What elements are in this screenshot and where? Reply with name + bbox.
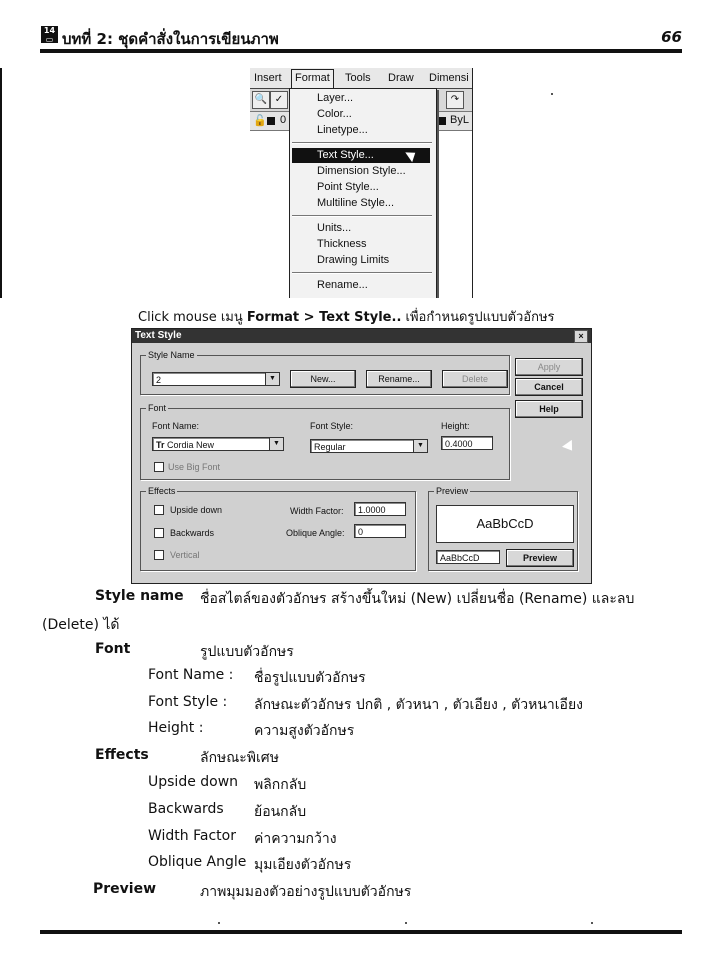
scan-speck: [218, 922, 220, 924]
menu-item-layer[interactable]: Layer...: [317, 92, 354, 104]
term-effects: Effects: [95, 747, 149, 763]
truetype-icon: Tr: [156, 440, 165, 450]
font-name-value: Cordia New: [167, 440, 215, 450]
menu-insert[interactable]: Insert: [254, 72, 282, 84]
font-style-combo[interactable]: [310, 439, 428, 453]
figure-caption: [138, 306, 555, 327]
menu-item-units[interactable]: Units...: [317, 222, 352, 234]
scan-speck: [405, 922, 407, 924]
format-menu-screenshot: [250, 68, 473, 298]
use-big-font-label: Use Big Font: [168, 462, 221, 472]
term-style-name: Style name: [95, 588, 184, 604]
dialog-titlebar: [132, 329, 591, 343]
menubar: [250, 68, 472, 89]
menu-item-linetype[interactable]: Linetype...: [317, 124, 368, 136]
desc-style-name: ชื่อสไตล์ของตัวอักษร สร้างขึ้นใหม่ (New) เปลี่ยนชื่อ (Rename) และลบ: [200, 591, 635, 607]
desc-font: รูปแบบตัวอักษร: [200, 644, 294, 660]
width-factor-label: Width Factor:: [290, 506, 344, 516]
chevron-down-icon[interactable]: ▼: [269, 438, 283, 450]
footer-rule: [40, 930, 682, 934]
new-button[interactable]: New...: [290, 370, 356, 388]
close-icon[interactable]: ×: [574, 330, 588, 343]
term-upside-down: Upside down: [148, 774, 239, 790]
vertical-label: Vertical: [170, 550, 200, 560]
menu-item-rename[interactable]: Rename...: [317, 279, 368, 291]
mouse-cursor-icon: [562, 440, 577, 454]
menu-item-multiline-style[interactable]: Multiline Style...: [317, 197, 395, 209]
menu-item-thickness[interactable]: Thickness: [317, 238, 367, 250]
style-name-value: 2: [156, 375, 162, 385]
preview-sample: AaBbCcD: [436, 505, 574, 543]
scan-speck: [591, 922, 593, 924]
layer-color-swatch: [267, 117, 275, 125]
menu-item-point-style[interactable]: Point Style...: [317, 181, 379, 193]
term-width-factor: Width Factor: [148, 828, 236, 844]
menu-tools[interactable]: Tools: [345, 72, 371, 84]
font-name-combo[interactable]: [152, 437, 284, 451]
desc-oblique-angle: มุมเอียงตัวอักษร: [254, 857, 352, 873]
font-group-label: Font: [148, 403, 167, 413]
header-rule: [40, 49, 682, 53]
menu-draw[interactable]: Draw: [388, 72, 414, 84]
menu-format[interactable]: Format: [291, 69, 334, 88]
use-big-font-checkbox[interactable]: [154, 462, 164, 472]
term-backwards: Backwards: [148, 801, 224, 817]
preview-group-label: Preview: [436, 486, 469, 496]
desc-upside-down: พลิกกลับ: [254, 777, 307, 793]
desc-height: ความสูงตัวอักษร: [254, 723, 355, 739]
desc-effects: ลักษณะพิเศษ: [200, 750, 279, 766]
scan-speck: [551, 93, 553, 95]
caption-suffix: เพื่อกำหนดรูปแบบตัวอักษร: [405, 310, 555, 325]
term-font-name: Font Name :: [148, 667, 234, 683]
term-height: Height :: [148, 720, 204, 736]
menu-item-text-style[interactable]: Text Style...: [292, 148, 430, 163]
menu-separator: [292, 142, 432, 144]
cancel-button[interactable]: Cancel: [515, 378, 583, 396]
upside-down-checkbox[interactable]: [154, 505, 164, 515]
bylayer-value[interactable]: ByL: [450, 114, 469, 126]
preview-button[interactable]: Preview: [506, 549, 574, 567]
menu-item-drawing-limits[interactable]: Drawing Limits: [317, 254, 390, 266]
width-factor-input[interactable]: 1.0000: [354, 502, 406, 516]
chapter-icon: 14 ▭: [41, 26, 58, 43]
preview-text-input[interactable]: AaBbCcD: [436, 550, 500, 564]
term-font-style: Font Style :: [148, 694, 228, 710]
lock-icon: 🔓: [253, 115, 267, 127]
desc-style-name-cont: (Delete) ได้: [42, 617, 120, 633]
term-font: Font: [95, 641, 131, 657]
chevron-down-icon[interactable]: ▼: [265, 373, 279, 385]
desc-width-factor: ค่าความกว้าง: [254, 831, 337, 847]
chevron-down-icon[interactable]: ▼: [413, 440, 427, 452]
oblique-angle-input[interactable]: 0: [354, 524, 406, 538]
redo-icon[interactable]: ↷: [446, 91, 464, 109]
menu-separator: [292, 215, 432, 217]
dialog-title: Text Style: [135, 330, 182, 341]
page-number: 66: [661, 28, 682, 46]
zoom-icon[interactable]: 🔍: [252, 91, 270, 109]
term-preview: Preview: [93, 881, 157, 897]
help-button[interactable]: Help: [515, 400, 583, 418]
format-dropdown-menu: [289, 88, 437, 298]
backwards-label: Backwards: [170, 528, 215, 538]
text-style-dialog: [131, 328, 592, 584]
delete-button[interactable]: Delete: [442, 370, 508, 388]
desc-font-style: ลักษณะตัวอักษร ปกติ , ตัวหนา , ตัวเอียง , ตัวหนาเอียง: [254, 697, 583, 713]
backwards-checkbox[interactable]: [154, 528, 164, 538]
desc-preview: ภาพมุมมองตัวอย่างรูปแบบตัวอักษร: [200, 884, 412, 900]
menu-dimension[interactable]: Dimensi: [429, 72, 469, 84]
style-name-combo[interactable]: [152, 372, 280, 386]
menu-item-color[interactable]: Color...: [317, 108, 352, 120]
caption-menu-path: Format > Text Style..: [246, 310, 402, 325]
font-name-label: Font Name:: [152, 421, 200, 431]
upside-down-label: Upside down: [170, 505, 223, 515]
font-style-label: Font Style:: [310, 421, 354, 431]
desc-backwards: ย้อนกลับ: [254, 804, 307, 820]
rename-button[interactable]: Rename...: [366, 370, 432, 388]
height-label: Height:: [441, 421, 470, 431]
color-swatch: [438, 117, 446, 125]
style-name-group-label: Style Name: [148, 350, 195, 360]
chapter-title: บทที่ 2: ชุดคำสั่งในการเขียนภาพ: [62, 30, 279, 48]
effects-group-label: Effects: [148, 486, 176, 496]
menu-separator: [292, 272, 432, 274]
desc-font-name: ชื่อรูปแบบตัวอักษร: [254, 670, 366, 686]
spellcheck-icon[interactable]: ✓: [270, 91, 288, 109]
apply-button[interactable]: Apply: [515, 358, 583, 376]
font-style-value: Regular: [314, 442, 346, 452]
vertical-checkbox[interactable]: [154, 550, 164, 560]
layer-value[interactable]: 0: [280, 114, 287, 126]
caption-prefix: Click mouse เมนู: [138, 310, 243, 325]
screenshot-border: [0, 68, 2, 298]
menu-item-dimension-style[interactable]: Dimension Style...: [317, 165, 406, 177]
term-oblique-angle: Oblique Angle: [148, 854, 247, 870]
oblique-angle-label: Oblique Angle:: [286, 528, 345, 538]
height-input[interactable]: 0.4000: [441, 436, 493, 450]
